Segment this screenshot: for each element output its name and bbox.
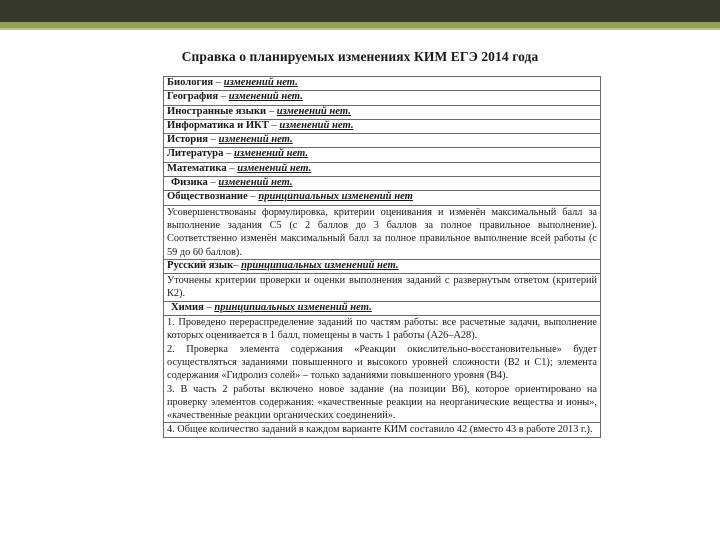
details-paragraph: 2. Проверка элемента содержания «Реакции окислительно-восстановительные» будет осуществляться заданиями повышенного и высокого уровней сложности (В2 и С1); элемента содержания «Гидролиз солей» – только заданиями повышенного уровня (В4).: [167, 343, 597, 382]
separator: –: [247, 191, 259, 203]
status-text: изменений нет.: [218, 134, 293, 146]
status-text: принципиальных изменений нет: [258, 191, 413, 203]
subject-name: Русский язык: [167, 259, 234, 271]
status-text: изменений нет.: [279, 119, 354, 131]
status-text: изменений нет.: [233, 148, 309, 160]
separator: –: [207, 177, 219, 189]
table-row: [164, 274, 601, 302]
row-history: [164, 134, 601, 148]
status-text: изменений нет.: [218, 177, 293, 189]
changes-table: [163, 76, 601, 438]
status-text: изменений нет.: [276, 105, 351, 117]
subject-name: История: [167, 134, 209, 146]
top-dark-band: [0, 0, 720, 22]
document-title: Справка о планируемых изменениях КИМ ЕГЭ 2014 года: [181, 49, 539, 64]
chemistry-details-last: [164, 423, 601, 437]
subject-name: Биология: [167, 77, 214, 88]
table-row: [164, 205, 601, 259]
table-row: [164, 191, 601, 205]
table-row: [164, 134, 601, 148]
table-row: [164, 162, 601, 176]
details-paragraph: 3. В часть 2 работы включено новое задание (на позиции В6), которое ориентировано на проверку элементов содержания: «качественные реакции на неорганические вещества и ионы», «качественные реакции органических соединений».: [167, 383, 597, 422]
separator: –: [233, 259, 242, 271]
row-literature: [164, 148, 601, 162]
status-text: принципиальных изменений нет.: [214, 301, 372, 313]
subject-name: Литература: [167, 148, 224, 160]
subject-name: Обществознание: [167, 191, 248, 203]
table-row: [164, 105, 601, 119]
details-paragraph: Уточнены критерии проверки и оценки выполнения заданий с развернутым ответом (критерий К2).: [167, 275, 597, 300]
subject-name: Химия: [171, 301, 204, 313]
row-russian: [164, 259, 601, 273]
table-row: [164, 177, 601, 191]
separator: –: [213, 77, 224, 88]
status-text: изменений нет.: [223, 77, 298, 88]
separator: –: [208, 134, 219, 146]
subject-name: География: [167, 91, 219, 103]
table-row: [164, 119, 601, 133]
table-row: [164, 91, 601, 105]
row-mathematics: [164, 162, 601, 176]
status-text: принципиальных изменений нет.: [241, 259, 399, 271]
separator: –: [226, 162, 238, 174]
status-text: изменений нет.: [237, 162, 312, 174]
table-row: [164, 423, 601, 437]
separator: –: [266, 105, 277, 117]
details-paragraph: 4. Общее количество заданий в каждом варианте КИМ составило 42 (вместо 43 в работе 2013 г.).: [167, 424, 593, 436]
table-row: [164, 148, 601, 162]
row-foreign-languages: [164, 105, 601, 119]
row-social-studies: [164, 191, 601, 205]
table-row: [164, 301, 601, 315]
subject-name: Математика: [167, 162, 227, 174]
details-paragraph: Усовершенствованы формулировка, критерии оценивания и изменён максимальный балл за выполнение задания С5 (с 2 баллов до 3 баллов за полное правильное выполнение). Соответственно изменён максимальный балл за полное правильное выполнение всей работы (с 59 до 60 баллов).: [167, 206, 597, 258]
table-row: [164, 77, 601, 91]
top-light-stripe: [0, 28, 720, 30]
row-geography: [164, 91, 601, 105]
separator: –: [218, 91, 229, 103]
chemistry-details: [164, 316, 601, 423]
subject-name: Иностранные языки: [167, 105, 267, 117]
status-text: изменений нет.: [228, 91, 303, 103]
details-paragraph: 1. Проведено перераспределение заданий по частям работы: все расчетные задачи, выполнение которых оценивается в 1 балл, помещены в часть 1 работы (А26–А28).: [167, 317, 597, 342]
table-row: [164, 316, 601, 423]
separator: –: [203, 301, 215, 313]
table-row: [164, 259, 601, 273]
row-chemistry: [164, 301, 601, 315]
social-studies-details: [164, 205, 601, 259]
subject-name: Физика: [171, 177, 208, 189]
row-biology: [164, 77, 601, 91]
subject-name: Информатика и ИКТ: [167, 119, 269, 131]
row-informatics: [164, 119, 601, 133]
separator: –: [268, 119, 280, 131]
separator: –: [223, 148, 234, 160]
row-physics: [164, 177, 601, 191]
russian-details: [164, 274, 601, 302]
